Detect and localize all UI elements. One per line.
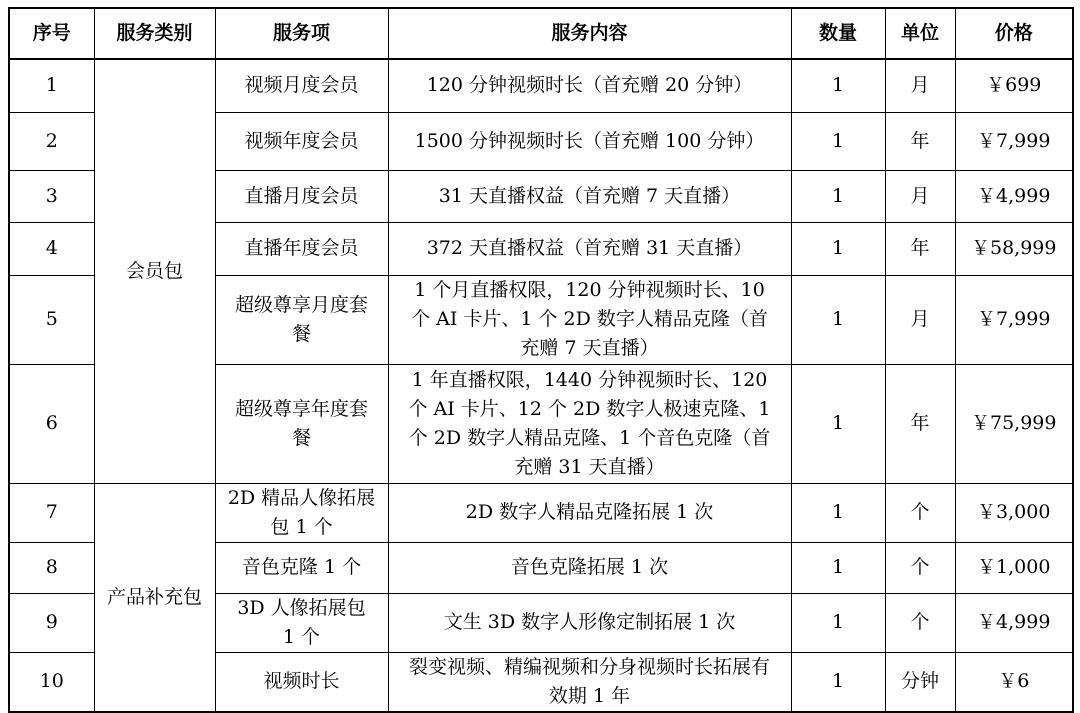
cell-unit: 个 xyxy=(885,542,955,593)
cell-no: 8 xyxy=(9,542,94,593)
cell-price: ￥4,999 xyxy=(955,593,1073,652)
cell-no: 4 xyxy=(9,222,94,275)
header-content: 服务内容 xyxy=(388,8,791,59)
cell-content: 372 天直播权益（首充赠 31 天直播） xyxy=(388,222,791,275)
cell-qty: 1 xyxy=(791,593,885,652)
cell-price: ￥1,000 xyxy=(955,542,1073,593)
header-category: 服务类别 xyxy=(94,8,215,59)
cell-unit: 月 xyxy=(885,59,955,112)
table-row xyxy=(9,59,1073,112)
cell-item: 视频月度会员 xyxy=(215,59,388,112)
cell-content: 1500 分钟视频时长（首充赠 100 分钟） xyxy=(388,112,791,170)
cell-content: 1 个月直播权限，120 分钟视频时长、10 个 AI 卡片、1 个 2D 数字人精品克隆（首充赠 7 天直播） xyxy=(388,275,791,364)
service-price-table xyxy=(8,7,1074,713)
cell-price: ￥7,999 xyxy=(955,275,1073,364)
cell-no: 1 xyxy=(9,59,94,112)
cell-unit: 年 xyxy=(885,364,955,483)
cell-qty: 1 xyxy=(791,483,885,542)
cell-content: 2D 数字人精品克隆拓展 1 次 xyxy=(388,483,791,542)
cell-qty: 1 xyxy=(791,59,885,112)
cell-content: 1 年直播权限，1440 分钟视频时长、120 个 AI 卡片、12 个 2D 数字人极速克隆、1 个 2D 数字人精品克隆、1 个音色克隆（首充赠 31 天直播） xyxy=(388,364,791,483)
cell-content: 音色克隆拓展 1 次 xyxy=(388,542,791,593)
cell-item: 音色克隆 1 个 xyxy=(215,542,388,593)
cell-no: 2 xyxy=(9,112,94,170)
cell-price: ￥58,999 xyxy=(955,222,1073,275)
cell-unit: 个 xyxy=(885,483,955,542)
cell-price: ￥4,999 xyxy=(955,170,1073,222)
cell-unit: 分钟 xyxy=(885,652,955,712)
cell-no: 9 xyxy=(9,593,94,652)
cell-no: 5 xyxy=(9,275,94,364)
cell-no: 3 xyxy=(9,170,94,222)
cell-qty: 1 xyxy=(791,652,885,712)
cell-item: 超级尊享月度套餐 xyxy=(215,275,388,364)
header-qty: 数量 xyxy=(791,8,885,59)
header-no: 序号 xyxy=(9,8,94,59)
cell-unit: 年 xyxy=(885,222,955,275)
cell-item: 超级尊享年度套餐 xyxy=(215,364,388,483)
cell-unit: 年 xyxy=(885,112,955,170)
cell-content: 120 分钟视频时长（首充赠 20 分钟） xyxy=(388,59,791,112)
cell-content: 文生 3D 数字人形像定制拓展 1 次 xyxy=(388,593,791,652)
header-price: 价格 xyxy=(955,8,1073,59)
cell-unit: 月 xyxy=(885,170,955,222)
cell-no: 6 xyxy=(9,364,94,483)
table-row xyxy=(9,483,1073,542)
cell-item: 3D 人像拓展包 1 个 xyxy=(215,593,388,652)
cell-qty: 1 xyxy=(791,112,885,170)
header-unit: 单位 xyxy=(885,8,955,59)
cell-item: 视频时长 xyxy=(215,652,388,712)
cell-content: 裂变视频、精编视频和分身视频时长拓展有效期 1 年 xyxy=(388,652,791,712)
cell-item: 视频年度会员 xyxy=(215,112,388,170)
cell-no: 10 xyxy=(9,652,94,712)
cell-content: 31 天直播权益（首充赠 7 天直播） xyxy=(388,170,791,222)
cell-category: 会员包 xyxy=(94,59,215,483)
cell-price: ￥699 xyxy=(955,59,1073,112)
cell-unit: 月 xyxy=(885,275,955,364)
cell-category: 产品补充包 xyxy=(94,483,215,712)
cell-qty: 1 xyxy=(791,170,885,222)
cell-qty: 1 xyxy=(791,542,885,593)
cell-price: ￥3,000 xyxy=(955,483,1073,542)
cell-unit: 个 xyxy=(885,593,955,652)
cell-qty: 1 xyxy=(791,275,885,364)
cell-item: 直播月度会员 xyxy=(215,170,388,222)
cell-item: 2D 精品人像拓展包 1 个 xyxy=(215,483,388,542)
cell-price: ￥6 xyxy=(955,652,1073,712)
header-item: 服务项 xyxy=(215,8,388,59)
cell-price: ￥7,999 xyxy=(955,112,1073,170)
header-row xyxy=(9,8,1073,59)
cell-price: ￥75,999 xyxy=(955,364,1073,483)
cell-no: 7 xyxy=(9,483,94,542)
cell-qty: 1 xyxy=(791,364,885,483)
cell-item: 直播年度会员 xyxy=(215,222,388,275)
cell-qty: 1 xyxy=(791,222,885,275)
